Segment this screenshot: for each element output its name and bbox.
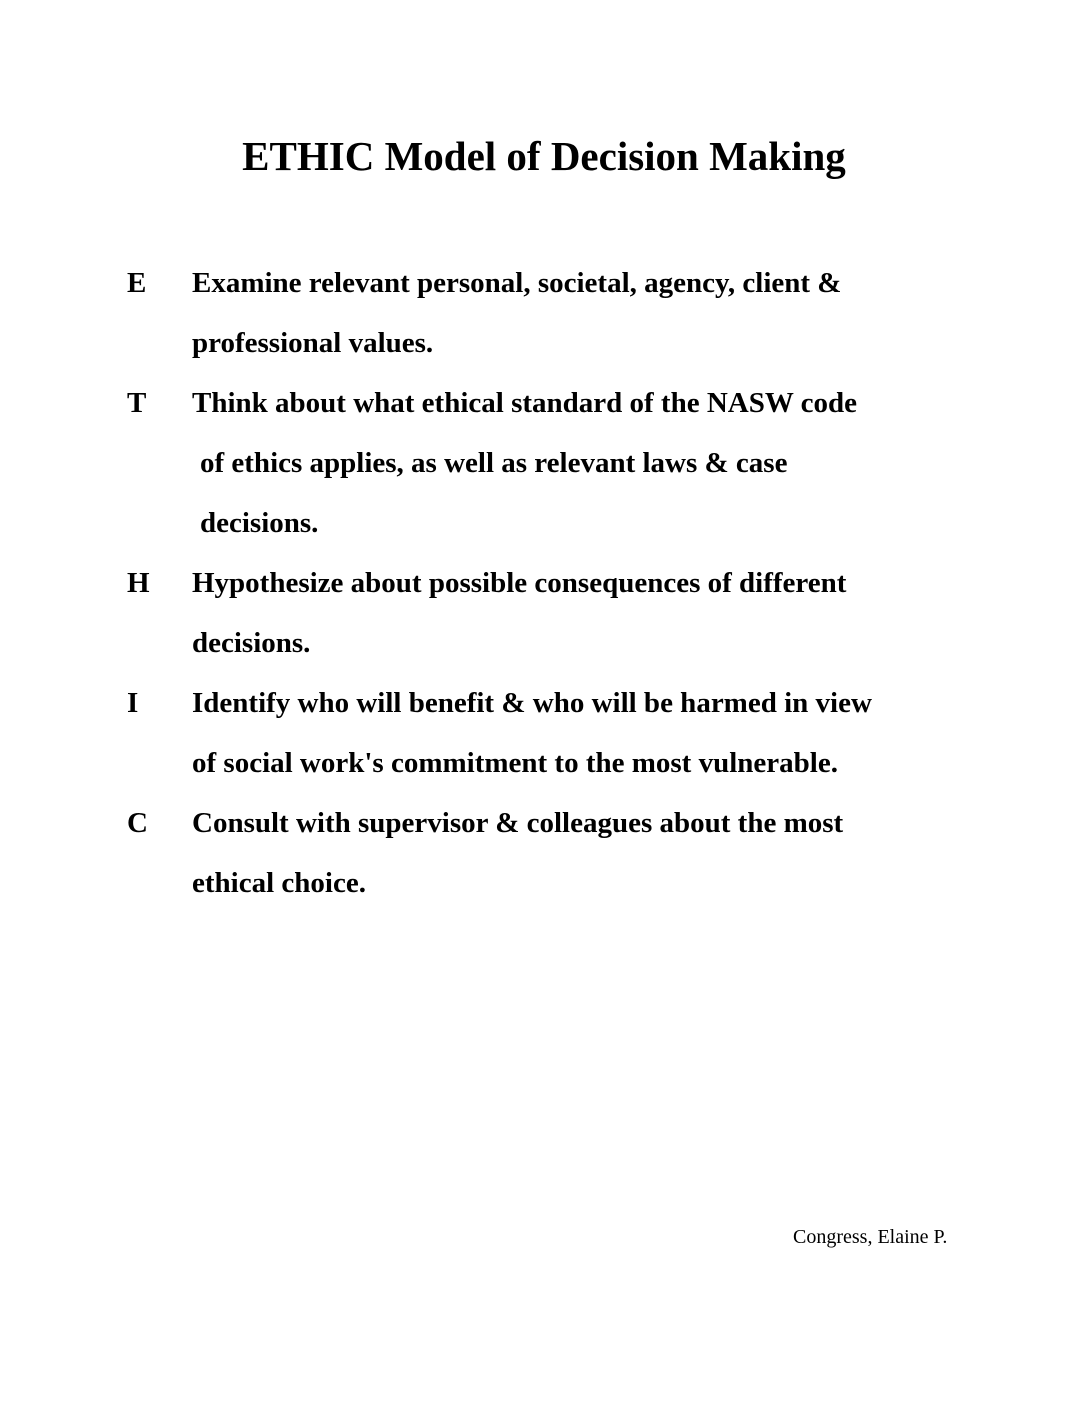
author-credit: Congress, Elaine P. <box>793 1226 948 1248</box>
document-title: ETHIC Model of Decision Making <box>242 133 846 179</box>
step-t-line-2: of ethics applies, as well as relevant laws & case <box>200 447 788 479</box>
step-h-line-1: Hypothesize about possible consequences of different <box>192 567 847 599</box>
step-letter-t: T <box>127 387 147 419</box>
step-letter-e: E <box>127 267 147 299</box>
step-c-line-1: Consult with supervisor & colleagues about the most <box>192 807 844 839</box>
step-t-line-1: Think about what ethical standard of the NASW code <box>192 387 857 419</box>
step-e-line-1: Examine relevant personal, societal, agency, client & <box>192 267 842 299</box>
step-letter-c: C <box>127 807 148 839</box>
step-letter-i: I <box>127 687 139 719</box>
step-i-line-2: of social work's commitment to the most vulnerable. <box>192 747 838 779</box>
step-t-line-3: decisions. <box>200 507 319 539</box>
step-c-line-2: ethical choice. <box>192 867 366 899</box>
step-letter-h: H <box>127 567 150 599</box>
step-e-line-2: professional values. <box>192 327 434 359</box>
step-i-line-1: Identify who will benefit & who will be harmed in view <box>192 687 872 719</box>
step-h-line-2: decisions. <box>192 627 311 659</box>
